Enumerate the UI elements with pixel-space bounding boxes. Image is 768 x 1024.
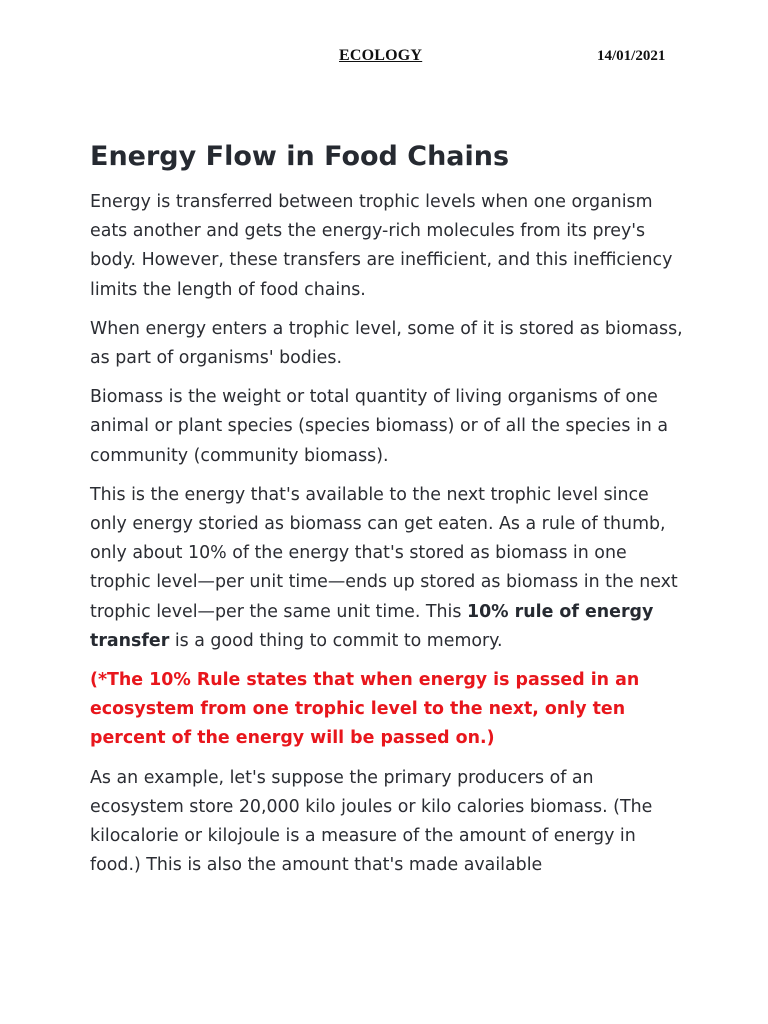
paragraph-biomass-storage: When energy enters a trophic level, some of it is stored as biomass, as part of organisms' bodies. — [90, 318, 683, 369]
paragraph-intro: Energy is transferred between trophic levels when one organism eats another and gets the energy-rich molecules from its prey's body. However, these transfers are inefficient, and this inefficiency limits the length of food chains. — [90, 192, 673, 300]
paragraph-ten-percent — [90, 481, 690, 656]
rule-note: (*The 10% Rule states that when energy is passed in an ecosystem from one trophic level to the next, only ten percent of the energy will be passed on.) — [90, 670, 640, 749]
paragraph-ten-percent-before: This is the energy that's available to the next trophic level since only energy storied as biomass can get eaten. As a rule of thumb, only about 10% of the energy that's stored as biomass in one trophic level—per unit time—ends up stored as biomass in the next trophic level—per the same unit time. This — [90, 484, 678, 622]
paragraph-example: As an example, let's suppose the primary producers of an ecosystem store 20,000 kilo joules or kilo calories biomass. (The kilocalorie or kilojoule is a measure of the amount of energy in food.) This is also the amount that's made available — [90, 767, 653, 876]
article-body — [90, 140, 690, 890]
header-date: 14/01/2021 — [597, 48, 666, 64]
ten-percent-rule-term: 10% rule of energy transfer — [90, 601, 654, 651]
paragraph-ten-percent-after: is a good thing to commit to memory. — [169, 630, 503, 651]
article-title: Energy Flow in Food Chains — [90, 141, 510, 172]
paragraph-biomass-definition: Biomass is the weight or total quantity of living organisms of one animal or plant species (species biomass) or of all the species in a community (community biomass). — [90, 387, 669, 466]
header-subject: ECOLOGY — [339, 47, 423, 64]
